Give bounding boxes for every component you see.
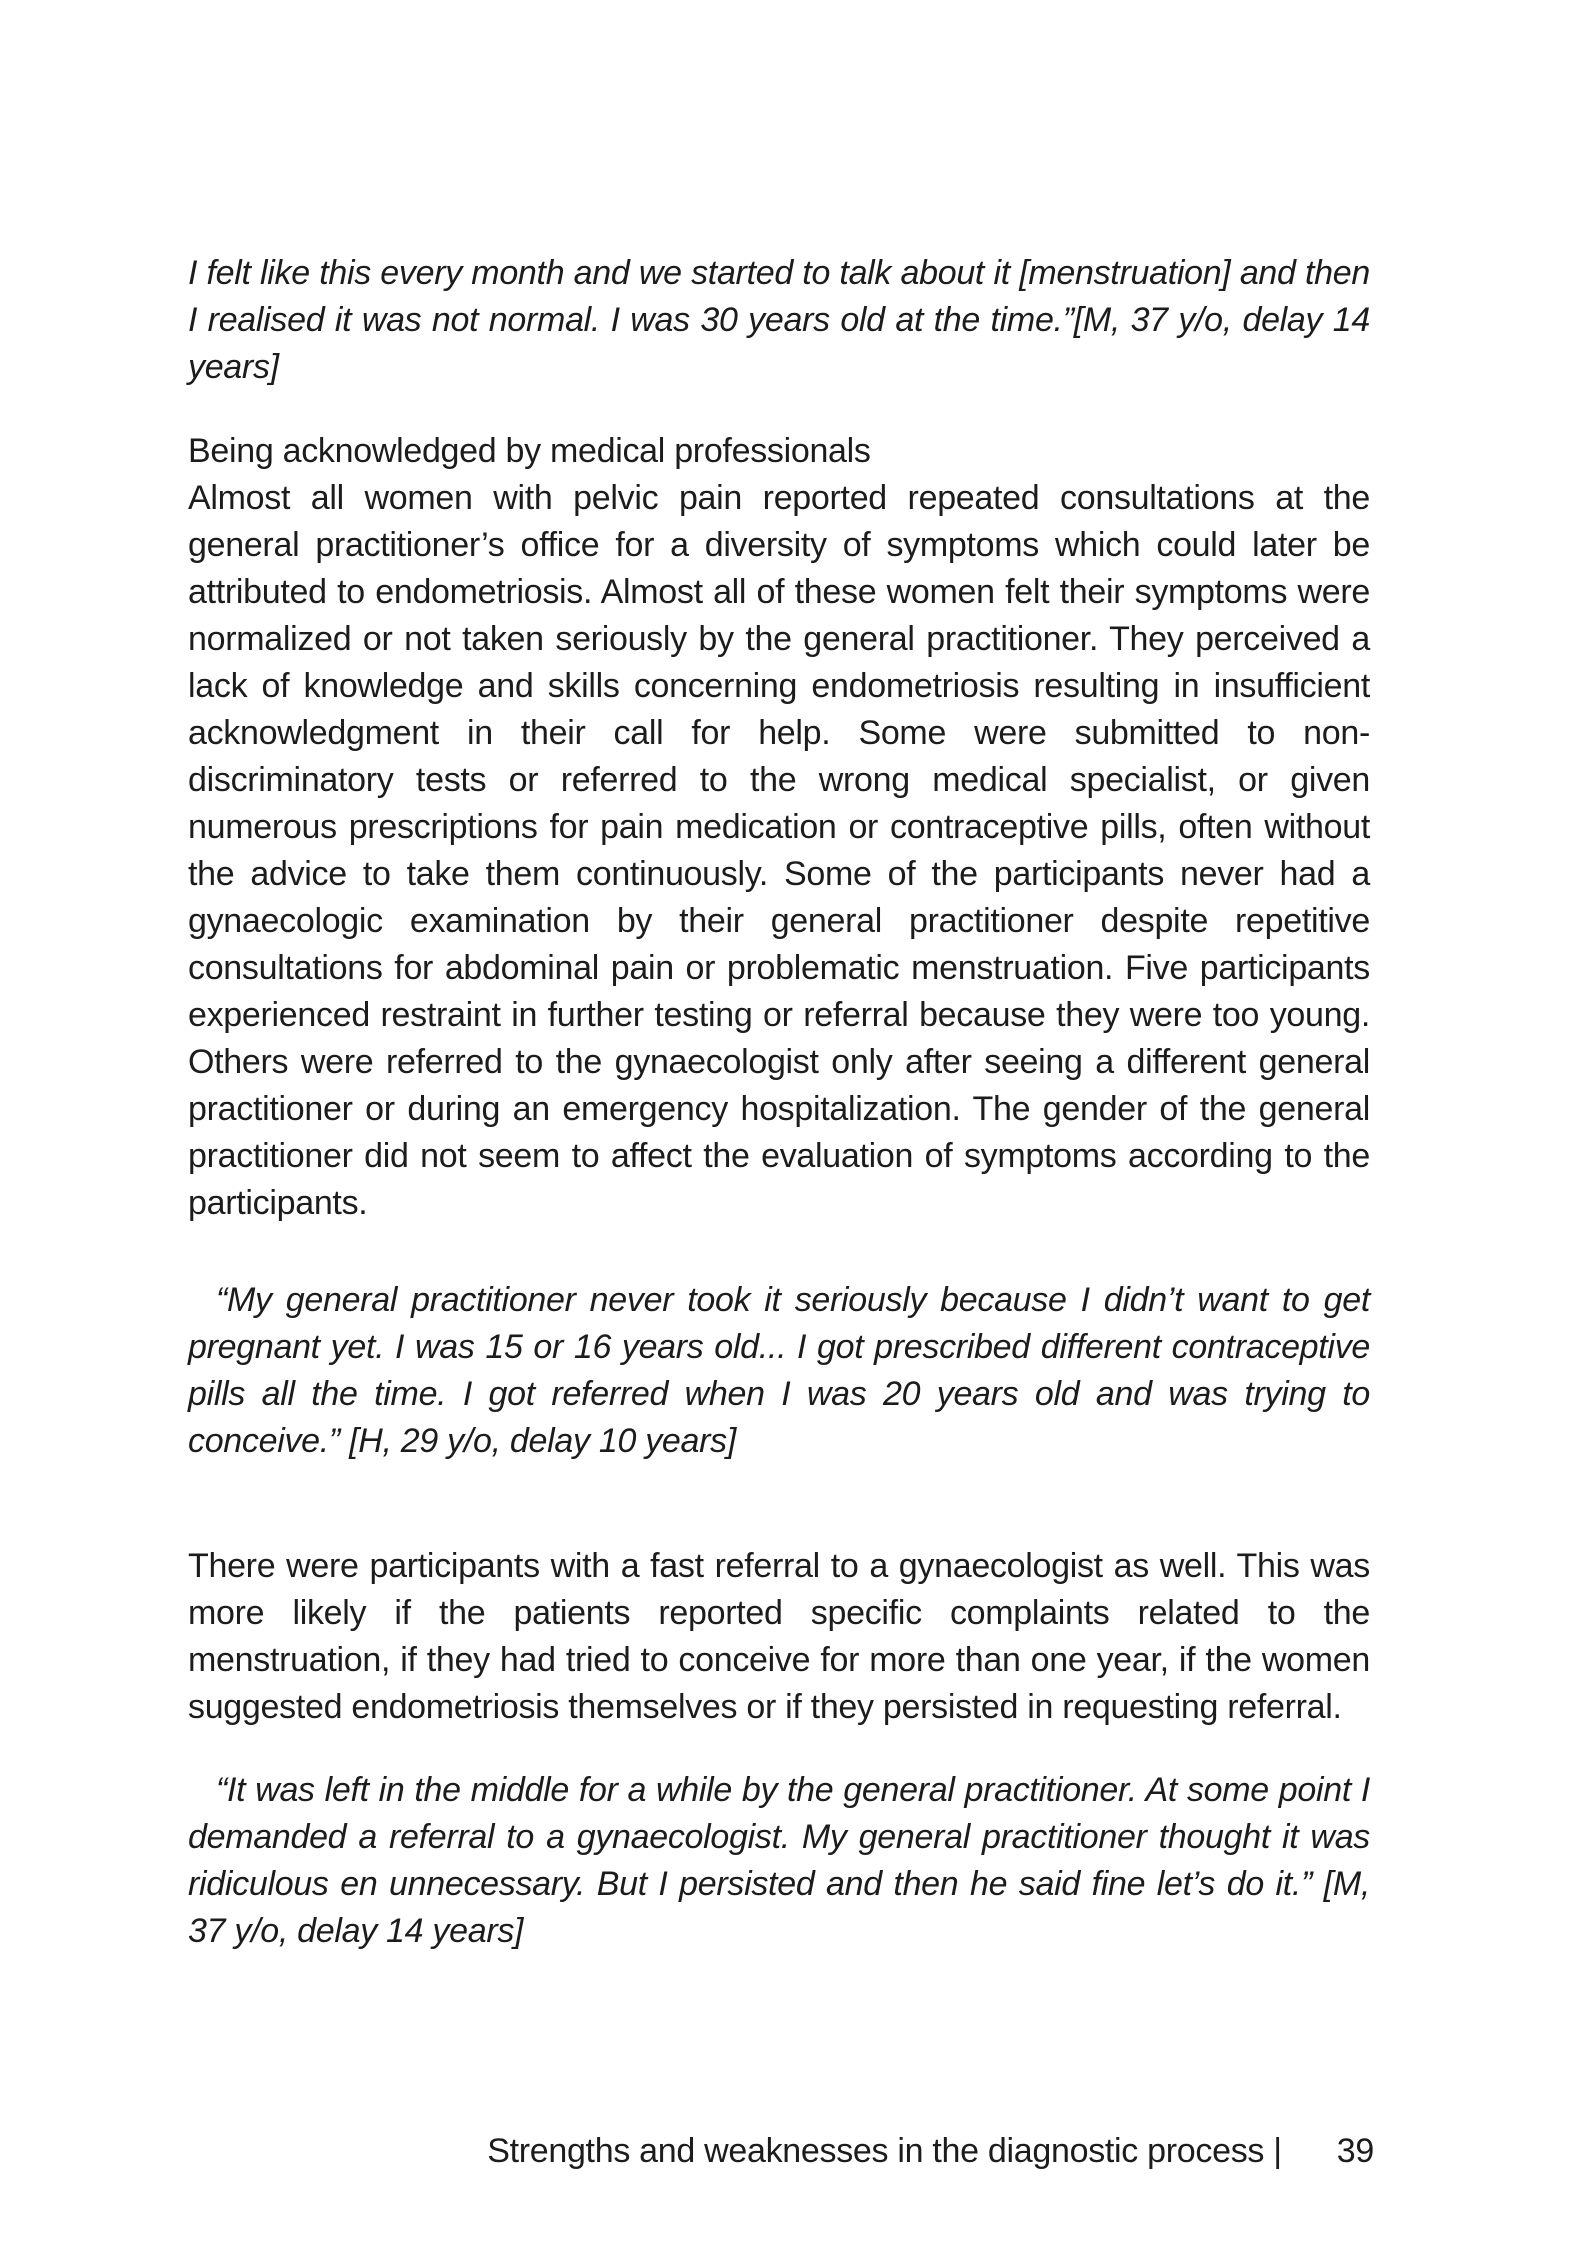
section-heading: Being acknowledged by medical professionals — [188, 432, 871, 470]
footer-running-title: Strengths and weaknesses in the diagnostic process | — [487, 2132, 1282, 2170]
page-content — [188, 250, 1370, 1955]
body-paragraph-acknowledgement: Almost all women with pelvic pain reported repeated consultations at the general practitioner’s office for a diversity of symptoms which could later be attributed to endometriosis. Almost all of these women felt their symptoms were normalized or not taken seriously by the general practitioner. They perceived a lack of knowledge and skills concerning endometriosis resulting in insufficient acknowledgment in their call for help. Some were submitted to non-discriminatory tests or referred to the wrong medical specialist, or given numerous prescriptions for pain medication or contraceptive pills, often without the advice to take them continuously. Some of the participants never had a gynaecologic examination by their general practitioner despite repetitive consultations for abdominal pain or problematic menstruation. Five participants experienced restraint in further testing or referral because they were too young. Others were referred to the gynaecologist only after seeing a different general practitioner or during an emergency hospitalization. The gender of the general practitioner did not seem to affect the evaluation of symptoms according to the participants. — [188, 479, 1370, 1222]
body-paragraph-fast-referral: There were participants with a fast referral to a gynaecologist as well. This was more likely if the patients reported specific complaints related to the menstruation, if they had tried to conceive for more than one year, if the women suggested endometriosis themselves or if they persisted in requesting referral. — [188, 1547, 1370, 1726]
participant-quote-m37: “It was left in the middle for a while by the general practitioner. At some point I demanded a referral to a gynaecologist. My general practitioner thought it was ridiculous en unnecessary. But I persisted and then he said fine let’s do it.” [M, 37 y/o, delay 14 years] — [188, 1771, 1370, 1950]
page-footer — [188, 2128, 1374, 2175]
footer-page-number: 39 — [1336, 2132, 1374, 2170]
participant-quote-h29: “My general practitioner never took it seriously because I didn’t want to get pregnant yet. I was 15 or 16 years old... I got prescribed different contraceptive pills all the time. I got referred when I was 20 years old and was trying to conceive.” [H, 29 y/o, delay 10 years] — [188, 1281, 1370, 1460]
quote-continuation-m37: I felt like this every month and we started to talk about it [menstruation] and then I realised it was not normal. I was 30 years old at the time.”[M, 37 y/o, delay 14 years] — [188, 254, 1370, 386]
